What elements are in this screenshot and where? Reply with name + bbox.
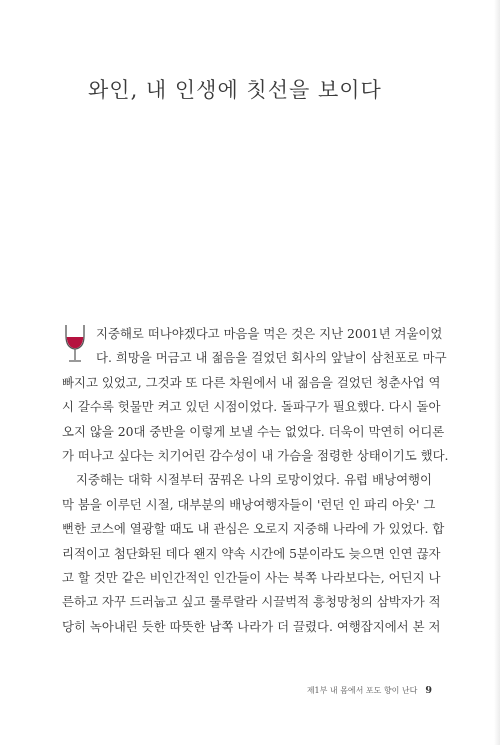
paragraph-line: 지중해로 떠나야겠다고 마음을 먹은 것은 지난 2001년 겨울이었 bbox=[96, 326, 443, 341]
page-footer bbox=[0, 685, 432, 696]
paragraph-line: 른하고 자꾸 드러눕고 싶고 룰루랄라 시끌벅적 흥청망청의 삼박자가 적 bbox=[62, 594, 441, 610]
paragraph-line: 오지 않을 20대 중반을 이렇게 보낼 수는 없었다. 더욱이 막연히 어디론 bbox=[62, 423, 445, 439]
paragraph-line: 리적이고 첨단화된 데다 왠지 약속 시간에 5분이라도 늦으면 인연 끊자 bbox=[62, 545, 441, 561]
running-head: 제1부 내 몸에서 포도 향이 난다 bbox=[306, 686, 418, 695]
paragraph-line: 시 갈수록 헛물만 켜고 있던 시점이었다. 돌파구가 필요했다. 다시 돌아 bbox=[62, 399, 441, 415]
paragraph-line: 지중해는 대학 시절부터 꿈꿔온 나의 로망이었다. 유럽 배낭여행이 bbox=[76, 472, 432, 488]
paragraph-line: 당히 녹아내린 듯한 따뜻한 남쪽 나라가 더 끌렸다. 여행잡지에서 본 저 bbox=[62, 618, 441, 634]
paragraph-line: 고 할 것만 같은 비인간적인 인간들이 사는 북쪽 나라보다는, 어딘지 나 bbox=[62, 570, 441, 586]
paragraph-1 bbox=[62, 322, 449, 468]
page-gutter-shadow bbox=[494, 0, 500, 745]
paragraph-line: 뻔한 코스에 열광할 때도 내 관심은 오로지 지중해 나라에 가 있었다. 합 bbox=[62, 521, 445, 537]
paragraph-line: 빠지고 있었고, 그것과 또 다른 차원에서 내 젊음을 걸었던 청춘사업 역 bbox=[62, 374, 441, 390]
paragraph-2 bbox=[62, 468, 445, 639]
body-text bbox=[62, 322, 449, 639]
paragraph-line: 가 떠나고 싶다는 치기어린 감수성이 내 가슴을 점령한 상태이기도 했다. bbox=[62, 448, 449, 464]
chapter-title: 와인, 내 인생에 칫선을 보이다 bbox=[88, 78, 382, 102]
paragraph-line: 막 붐을 이루던 시절, 대부분의 배낭여행자들이 '런던 인 파리 아웃' 그 bbox=[62, 496, 436, 512]
paragraph-line: 다. 희망을 머금고 내 젊음을 걸었던 회사의 앞날이 삼천포로 마구 bbox=[96, 350, 447, 366]
page-number: 9 bbox=[425, 685, 432, 696]
